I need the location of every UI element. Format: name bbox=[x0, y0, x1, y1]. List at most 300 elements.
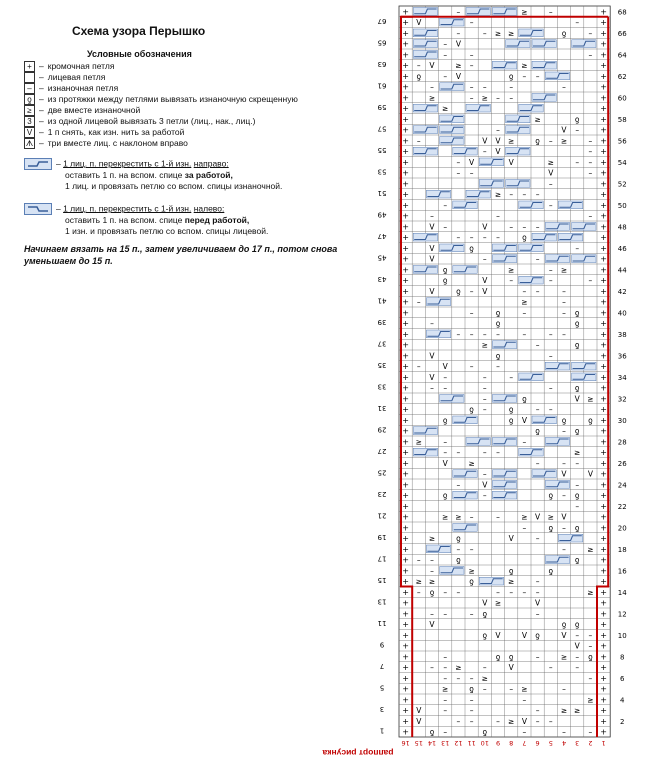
edge-stitch-mark: + bbox=[402, 297, 409, 307]
stitch-mark: – bbox=[443, 222, 448, 232]
stitch-mark: V bbox=[561, 512, 567, 522]
stitch-mark: – bbox=[416, 297, 421, 307]
row-number-right: 50 bbox=[617, 202, 627, 211]
row-number-right: 56 bbox=[617, 137, 627, 146]
stitch-mark: V bbox=[574, 394, 580, 404]
stitch-mark: – bbox=[430, 566, 434, 576]
stitch-mark: – bbox=[443, 448, 448, 458]
stitch-mark: – bbox=[469, 512, 474, 522]
stitch-mark: – bbox=[548, 351, 553, 361]
row-number-right: 12 bbox=[617, 610, 627, 619]
stitch-mark: – bbox=[482, 405, 487, 415]
stitch-mark: ƍ bbox=[561, 28, 567, 38]
edge-stitch-mark: + bbox=[600, 125, 607, 135]
edge-stitch-mark: + bbox=[600, 598, 607, 608]
edge-stitch-mark: + bbox=[600, 28, 607, 38]
stitch-mark: ≥ bbox=[415, 577, 422, 587]
stitch-mark: – bbox=[430, 82, 434, 92]
edge-stitch-mark: + bbox=[402, 372, 409, 382]
row-number-left: 39 bbox=[377, 317, 387, 326]
stitch-mark: – bbox=[509, 190, 514, 200]
row-number-right: 18 bbox=[617, 546, 627, 555]
stitch-mark: – bbox=[535, 458, 540, 468]
stitch-mark: ƍ bbox=[548, 491, 554, 501]
stitch-mark: V bbox=[482, 286, 488, 296]
stitch-mark: – bbox=[443, 437, 448, 447]
edge-stitch-mark: + bbox=[402, 512, 409, 522]
edge-stitch-mark: + bbox=[600, 222, 607, 232]
stitch-mark: V bbox=[429, 243, 435, 253]
stitch-mark: ƍ bbox=[456, 555, 461, 565]
stitch-mark: ≥ bbox=[587, 544, 594, 554]
row-number-right: 58 bbox=[617, 116, 627, 125]
col-number: 3 bbox=[575, 739, 580, 747]
legend-item-purl: – – изнаночная петля bbox=[24, 83, 118, 94]
stitch-mark: – bbox=[522, 587, 527, 597]
stitch-mark: – bbox=[496, 211, 500, 221]
edge-stitch-mark: + bbox=[402, 706, 409, 716]
row-number-right: 36 bbox=[617, 352, 627, 361]
stitch-mark: – bbox=[575, 501, 580, 511]
stitch-mark: V bbox=[429, 620, 435, 630]
stitch-mark: – bbox=[482, 448, 487, 458]
stitch-mark: V bbox=[548, 168, 554, 178]
stitch-mark: – bbox=[456, 329, 461, 339]
edge-stitch-mark: + bbox=[600, 211, 607, 221]
stitch-mark: ≥ bbox=[468, 566, 475, 576]
edge-stitch-mark: + bbox=[600, 630, 607, 640]
row-number-right: 38 bbox=[617, 331, 627, 340]
stitch-mark: – bbox=[575, 458, 580, 468]
stitch-mark: V bbox=[574, 641, 580, 651]
stitch-mark: ƍ bbox=[574, 491, 580, 501]
edge-stitch-mark: + bbox=[402, 437, 409, 447]
edge-stitch-mark: + bbox=[402, 652, 409, 662]
stitch-mark: V bbox=[561, 630, 567, 640]
stitch-mark: – bbox=[456, 544, 461, 554]
edge-stitch-mark: + bbox=[600, 663, 607, 673]
stitch-mark: ƍ bbox=[442, 276, 448, 286]
stitch-mark: ≥ bbox=[494, 28, 502, 38]
stitch-mark: ≥ bbox=[428, 577, 436, 587]
stitch-mark: – bbox=[562, 523, 566, 533]
stitch-mark: – bbox=[482, 329, 487, 339]
stitch-mark: – bbox=[588, 50, 593, 60]
stitch-mark: – bbox=[535, 340, 540, 350]
stitch-mark: – bbox=[522, 695, 527, 705]
edge-stitch-mark: + bbox=[600, 147, 607, 157]
stitch-mark: V bbox=[429, 372, 435, 382]
stitch-mark: ≥ bbox=[587, 587, 594, 597]
stitch-mark: ƍ bbox=[508, 566, 514, 576]
edge-stitch-mark: + bbox=[402, 663, 409, 673]
stitch-mark: – bbox=[535, 609, 540, 619]
row-number-left: 45 bbox=[377, 253, 387, 262]
stitch-mark: ƍ bbox=[508, 71, 514, 81]
stitch-mark: V bbox=[535, 598, 541, 608]
edge-stitch-mark: + bbox=[402, 28, 409, 38]
stitch-mark: – bbox=[575, 18, 580, 28]
stitch-mark: ≥ bbox=[455, 512, 462, 522]
stitch-mark: V bbox=[508, 663, 514, 673]
row-number-left: 65 bbox=[377, 38, 387, 47]
stitch-mark: V bbox=[482, 598, 488, 608]
stitch-mark: – bbox=[535, 286, 540, 296]
edge-stitch-mark: + bbox=[402, 114, 409, 124]
row-number-left: 49 bbox=[377, 210, 387, 219]
edge-stitch-mark: + bbox=[600, 71, 607, 81]
stitch-mark: – bbox=[535, 405, 540, 415]
stitch-mark: – bbox=[535, 222, 540, 232]
edge-stitch-mark: + bbox=[600, 383, 607, 393]
knitting-chart bbox=[360, 0, 657, 767]
stitch-mark: – bbox=[496, 512, 500, 522]
edge-stitch-mark: + bbox=[600, 555, 607, 565]
stitch-mark: V bbox=[521, 716, 527, 726]
edge-stitch-mark: + bbox=[600, 82, 607, 92]
edge-stitch-mark: + bbox=[600, 587, 607, 597]
row-number-left: 41 bbox=[377, 296, 387, 305]
stitch-mark: – bbox=[443, 200, 448, 210]
edge-stitch-mark: + bbox=[402, 233, 409, 243]
edge-stitch-mark: + bbox=[600, 243, 607, 253]
stitch-mark: ƍ bbox=[561, 415, 567, 425]
col-number: 4 bbox=[561, 739, 567, 747]
stitch-mark: – bbox=[430, 383, 434, 393]
stitch-mark: V bbox=[416, 18, 422, 28]
stitch-mark: ≥ bbox=[508, 577, 515, 587]
edge-stitch-mark: + bbox=[600, 254, 607, 264]
stitch-mark: – bbox=[548, 265, 553, 275]
edge-stitch-mark: + bbox=[402, 265, 409, 275]
stitch-mark: – bbox=[469, 93, 474, 103]
row-number-right: 20 bbox=[617, 524, 627, 533]
row-number-right: 62 bbox=[617, 73, 627, 82]
stitch-mark: ≥ bbox=[574, 706, 581, 716]
stitch-mark: – bbox=[469, 50, 474, 60]
stitch-mark: – bbox=[456, 28, 461, 38]
k3tog-right-icon: ᗑ bbox=[25, 139, 34, 149]
stitch-mark: – bbox=[469, 233, 474, 243]
stitch-mark: ≥ bbox=[455, 663, 462, 673]
stitch-mark: ƍ bbox=[522, 233, 527, 243]
purl-stitch-icon: – bbox=[24, 83, 35, 94]
edge-stitch-mark: + bbox=[600, 297, 607, 307]
stitch-mark: – bbox=[416, 61, 421, 71]
edge-stitch-mark: + bbox=[600, 426, 607, 436]
row-number-left: 59 bbox=[377, 102, 387, 111]
edge-stitch-mark: + bbox=[600, 362, 607, 372]
edge-stitch-mark: + bbox=[402, 329, 409, 339]
stitch-mark: ≥ bbox=[442, 512, 449, 522]
edge-stitch-mark: + bbox=[600, 276, 607, 286]
edge-stitch-mark: + bbox=[402, 61, 409, 71]
stitch-mark: – bbox=[443, 706, 448, 716]
stitch-mark: V bbox=[495, 630, 501, 640]
make-three-icon: 3 bbox=[24, 116, 35, 127]
edge-stitch-mark: + bbox=[402, 50, 409, 60]
stitch-mark: ƍ bbox=[482, 630, 488, 640]
row-number-right: 66 bbox=[617, 30, 627, 39]
col-number: 2 bbox=[588, 739, 593, 747]
edge-stitch-mark: + bbox=[402, 71, 409, 81]
stitch-mark: – bbox=[443, 372, 448, 382]
edge-stitch-mark: + bbox=[402, 104, 409, 114]
stitch-mark: ƍ bbox=[574, 308, 580, 318]
stitch-mark: – bbox=[456, 587, 461, 597]
stitch-mark: – bbox=[469, 61, 474, 71]
stitch-mark: – bbox=[522, 308, 527, 318]
row-number-left: 17 bbox=[377, 554, 387, 563]
row-number-left: 61 bbox=[377, 81, 387, 90]
stitch-mark: ≥ bbox=[455, 61, 462, 71]
edge-stitch-mark: + bbox=[600, 39, 607, 49]
stitch-mark: – bbox=[469, 706, 474, 716]
edge-stitch-mark: + bbox=[600, 104, 607, 114]
col-number: 14 bbox=[427, 739, 437, 747]
edge-stitch-mark: + bbox=[402, 501, 409, 511]
edge-stitch-mark: + bbox=[402, 534, 409, 544]
edge-stitch-mark: + bbox=[600, 716, 607, 726]
edge-stitch-mark: + bbox=[600, 458, 607, 468]
slip-stitch-icon: V bbox=[24, 127, 35, 138]
edge-stitch-mark: + bbox=[600, 652, 607, 662]
stitch-mark: – bbox=[496, 125, 500, 135]
stitch-mark: – bbox=[562, 426, 566, 436]
edge-stitch-mark: + bbox=[600, 351, 607, 361]
edge-stitch-mark: + bbox=[402, 458, 409, 468]
stitch-mark: ƍ bbox=[416, 71, 422, 81]
edge-stitch-mark: + bbox=[600, 684, 607, 694]
edge-stitch-mark: + bbox=[600, 415, 607, 425]
stitch-mark: – bbox=[535, 706, 540, 716]
stitch-mark: – bbox=[588, 168, 593, 178]
edge-stitch-mark: + bbox=[402, 555, 409, 565]
row-number-left: 63 bbox=[377, 59, 387, 68]
edge-stitch-mark: + bbox=[600, 469, 607, 479]
edge-stitch-mark: + bbox=[402, 125, 409, 135]
stitch-mark: V bbox=[416, 706, 422, 716]
stitch-mark: – bbox=[575, 630, 580, 640]
row-number-left: 67 bbox=[377, 16, 387, 25]
stitch-mark: – bbox=[509, 222, 514, 232]
edge-stitch-mark: + bbox=[600, 179, 607, 189]
edge-stitch-mark: + bbox=[402, 179, 409, 189]
stitch-mark: – bbox=[469, 362, 474, 372]
legend-cross-left: – 1 лиц. п. перекрестить с 1-й изн. налево: оставить 1 п. на вспом. спице перед работой, 1 изн. и провязать петлю со вспом. спицы лицевой. bbox=[24, 203, 268, 236]
row-number-right: 24 bbox=[617, 481, 627, 490]
edge-stitch-mark: + bbox=[402, 39, 409, 49]
row-number-left: 33 bbox=[377, 382, 387, 391]
row-number-right: 16 bbox=[617, 567, 627, 576]
edge-stitch-mark: + bbox=[600, 93, 607, 103]
edge-stitch-mark: + bbox=[402, 426, 409, 436]
stitch-mark: ≥ bbox=[508, 716, 515, 726]
row-number-left: 15 bbox=[377, 575, 387, 584]
stitch-mark: – bbox=[522, 190, 527, 200]
row-number-right: 68 bbox=[617, 8, 627, 17]
stitch-mark: – bbox=[456, 233, 461, 243]
stitch-mark: ≥ bbox=[560, 136, 568, 146]
row-number-left: 3 bbox=[379, 704, 385, 713]
edge-stitch-mark: + bbox=[402, 82, 409, 92]
row-number-left: 37 bbox=[377, 339, 387, 348]
edge-stitch-mark: + bbox=[402, 609, 409, 619]
stitch-mark: – bbox=[496, 233, 500, 243]
stitch-mark: ƍ bbox=[508, 415, 514, 425]
stitch-mark: – bbox=[562, 82, 566, 92]
stitch-mark: – bbox=[522, 523, 527, 533]
legend-item-make3: 3 – из одной лицевой вывязать 3 петли (лиц., нак., лиц.) bbox=[24, 116, 255, 127]
stitch-mark: V bbox=[535, 512, 541, 522]
stitch-mark: – bbox=[443, 587, 448, 597]
row-number-right: 44 bbox=[617, 266, 627, 275]
stitch-mark: – bbox=[443, 663, 448, 673]
stitch-mark: – bbox=[548, 276, 553, 286]
cross-left-icon bbox=[24, 203, 52, 215]
stitch-mark: – bbox=[575, 243, 580, 253]
stitch-mark: – bbox=[430, 609, 434, 619]
stitch-mark: V bbox=[587, 469, 593, 479]
row-number-left: 13 bbox=[377, 597, 387, 606]
stitch-mark: – bbox=[443, 695, 448, 705]
stitch-mark: ƍ bbox=[588, 415, 593, 425]
stitch-mark: ƍ bbox=[429, 727, 435, 737]
stitch-mark: – bbox=[535, 71, 540, 81]
row-number-left: 27 bbox=[377, 446, 387, 455]
stitch-mark: V bbox=[429, 254, 435, 264]
row-number-right: 32 bbox=[617, 395, 627, 404]
legend-item-slip: V – 1 п снять, как изн. нить за работой bbox=[24, 127, 184, 138]
stitch-mark: ≥ bbox=[481, 340, 488, 350]
row-number-right: 14 bbox=[617, 589, 627, 598]
edge-stitch-mark: + bbox=[402, 157, 409, 167]
edge-stitch-mark: + bbox=[402, 394, 409, 404]
stitch-mark: V bbox=[495, 147, 501, 157]
stitch-mark: – bbox=[522, 71, 527, 81]
legend-header: Условные обозначения bbox=[87, 49, 192, 59]
stitch-mark: V bbox=[495, 136, 501, 146]
stitch-mark: ƍ bbox=[482, 609, 488, 619]
edge-stitch-mark: + bbox=[600, 136, 607, 146]
stitch-mark: – bbox=[496, 329, 500, 339]
edge-stitch-mark: + bbox=[600, 50, 607, 60]
edge-stitch-mark: + bbox=[600, 372, 607, 382]
stitch-mark: – bbox=[535, 587, 540, 597]
stitch-mark: – bbox=[469, 673, 474, 683]
edge-stitch-mark: + bbox=[402, 491, 409, 501]
stitch-mark: – bbox=[548, 405, 553, 415]
stitch-mark: – bbox=[588, 211, 593, 221]
stitch-mark: ≥ bbox=[442, 104, 449, 114]
row-number-left: 55 bbox=[377, 145, 387, 154]
row-number-right: 4 bbox=[619, 696, 625, 705]
stitch-mark: – bbox=[482, 147, 487, 157]
edge-stitch-mark: + bbox=[402, 727, 409, 737]
stitch-mark: – bbox=[522, 727, 527, 737]
stitch-mark: – bbox=[456, 716, 461, 726]
stitch-mark: V bbox=[442, 362, 448, 372]
stitch-mark: – bbox=[456, 448, 461, 458]
stitch-mark: – bbox=[496, 587, 500, 597]
legend-item-knit: – лицевая петля bbox=[24, 72, 105, 83]
stitch-mark: ƍ bbox=[535, 630, 540, 640]
stitch-mark: – bbox=[443, 652, 448, 662]
edge-stitch-mark: + bbox=[402, 7, 409, 17]
stitch-mark: – bbox=[548, 7, 553, 17]
stitch-mark: V bbox=[482, 222, 488, 232]
stitch-mark: V bbox=[561, 125, 567, 135]
row-number-right: 2 bbox=[619, 718, 625, 727]
stitch-mark: ≥ bbox=[521, 7, 528, 17]
edge-stitch-mark: + bbox=[600, 308, 607, 318]
edge-stitch-mark: + bbox=[600, 673, 607, 683]
stitch-mark: V bbox=[482, 480, 488, 490]
stitch-mark: – bbox=[482, 491, 487, 501]
stitch-mark: – bbox=[588, 276, 593, 286]
stitch-mark: ƍ bbox=[469, 405, 474, 415]
stitch-mark: – bbox=[430, 663, 434, 673]
stitch-mark: – bbox=[575, 125, 580, 135]
row-number-right: 52 bbox=[617, 180, 627, 189]
legend-item-edge: + – кромочная петля bbox=[24, 61, 114, 72]
stitch-mark: – bbox=[443, 673, 448, 683]
edge-stitch-mark: + bbox=[402, 641, 409, 651]
edge-stitch-mark: + bbox=[402, 415, 409, 425]
edge-stitch-mark: + bbox=[402, 254, 409, 264]
stitch-mark: ≥ bbox=[481, 93, 488, 103]
stitch-mark: V bbox=[429, 286, 435, 296]
stitch-mark: – bbox=[562, 544, 566, 554]
stitch-mark: ≥ bbox=[508, 136, 515, 146]
stitch-mark: ƍ bbox=[522, 394, 527, 404]
stitch-mark: ƍ bbox=[548, 523, 554, 533]
stitch-mark: – bbox=[535, 534, 540, 544]
stitch-mark: V bbox=[561, 469, 567, 479]
stitch-mark: – bbox=[469, 716, 474, 726]
stitch-mark: ƍ bbox=[469, 243, 474, 253]
stitch-mark: – bbox=[482, 28, 487, 38]
stitch-mark: – bbox=[562, 286, 566, 296]
stitch-mark: – bbox=[509, 587, 514, 597]
stitch-mark: ≥ bbox=[521, 297, 528, 307]
stitch-mark: ƍ bbox=[535, 426, 540, 436]
row-number-right: 40 bbox=[617, 309, 627, 318]
edge-stitch-mark: + bbox=[402, 351, 409, 361]
edge-stitch-mark: + bbox=[600, 168, 607, 178]
knit-stitch-icon bbox=[24, 72, 35, 83]
stitch-mark: – bbox=[588, 630, 593, 640]
stitch-mark: ƍ bbox=[574, 523, 580, 533]
stitch-mark: V bbox=[469, 157, 475, 167]
edge-stitch-mark: + bbox=[600, 340, 607, 350]
stitch-mark: – bbox=[522, 437, 527, 447]
edge-stitch-mark: + bbox=[600, 7, 607, 17]
row-number-left: 7 bbox=[379, 661, 385, 670]
stitch-mark: – bbox=[575, 652, 580, 662]
row-number-right: 42 bbox=[617, 288, 627, 297]
stitch-mark: ƍ bbox=[535, 136, 540, 146]
stitch-mark: – bbox=[469, 329, 474, 339]
stitch-mark: – bbox=[456, 7, 461, 17]
row-number-right: 6 bbox=[619, 675, 625, 684]
edge-stitch-icon: + bbox=[24, 61, 35, 72]
page-title: Схема узора Перышко bbox=[72, 24, 206, 38]
edge-stitch-mark: + bbox=[600, 706, 607, 716]
row-number-right: 26 bbox=[617, 460, 627, 469]
stitch-mark: – bbox=[509, 684, 514, 694]
stitch-mark: – bbox=[509, 82, 514, 92]
